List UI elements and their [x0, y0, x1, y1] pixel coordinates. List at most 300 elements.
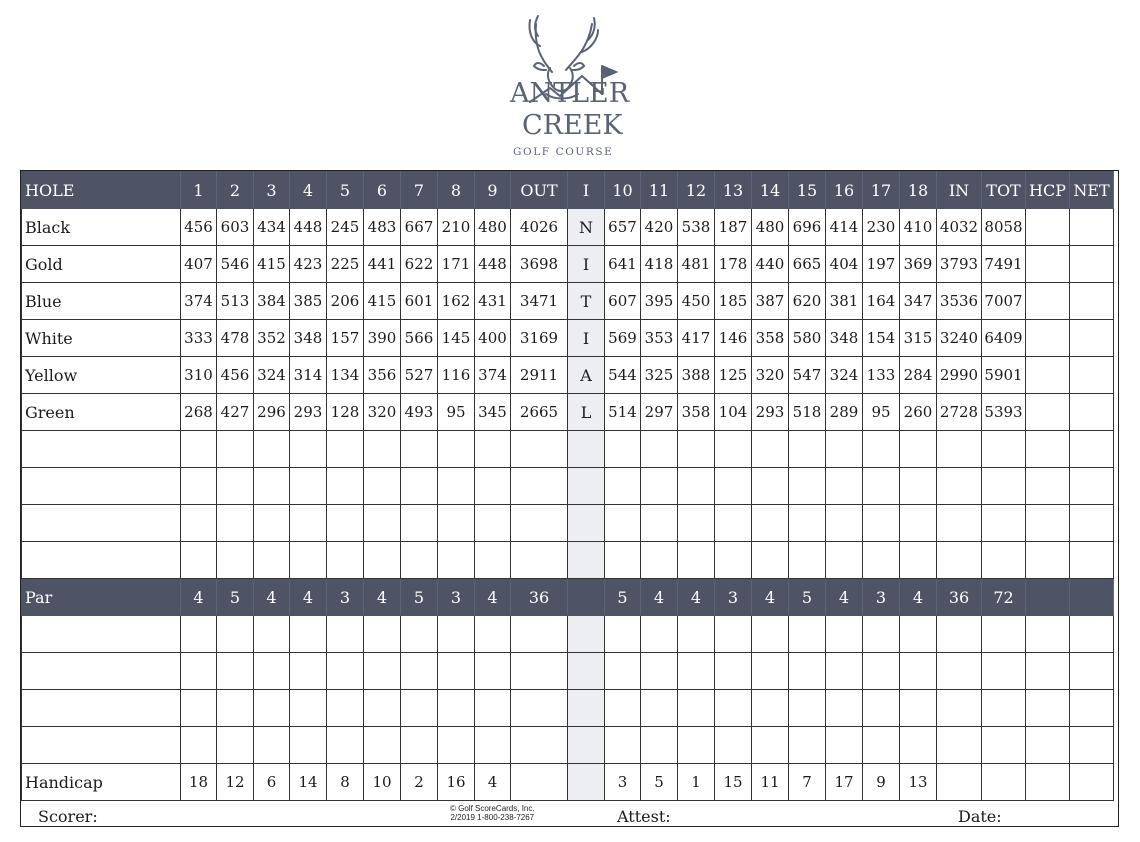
par-cell: 5 — [401, 579, 438, 616]
score-cell[interactable] — [1026, 468, 1070, 505]
par-cell: 4 — [290, 579, 327, 616]
score-cell[interactable] — [863, 468, 900, 505]
score-cell[interactable] — [715, 653, 752, 690]
tot-yardage: 5393 — [982, 394, 1026, 431]
handicap-cell: 17 — [826, 764, 863, 801]
score-cell[interactable] — [290, 431, 327, 468]
score-cell[interactable] — [937, 690, 982, 727]
score-cell[interactable] — [641, 653, 678, 690]
hole-number: 18 — [900, 172, 937, 209]
score-cell[interactable] — [475, 431, 511, 468]
initial-gap-cell — [568, 505, 605, 542]
net-cell[interactable] — [1070, 320, 1114, 357]
player-name-cell[interactable] — [22, 653, 181, 690]
score-cell[interactable] — [401, 431, 438, 468]
score-cell[interactable] — [789, 653, 826, 690]
score-cell[interactable] — [789, 727, 826, 764]
yardage-cell: 154 — [863, 320, 900, 357]
score-cell[interactable] — [511, 468, 568, 505]
score-cell[interactable] — [982, 690, 1026, 727]
date-label: Date: — [958, 807, 1002, 826]
score-cell[interactable] — [475, 542, 511, 579]
antler-creek-logo — [494, 10, 644, 170]
score-cell[interactable] — [475, 616, 511, 653]
score-cell[interactable] — [789, 690, 826, 727]
score-cell[interactable] — [1070, 505, 1114, 542]
par-cell: 5 — [217, 579, 254, 616]
net-cell[interactable] — [1070, 246, 1114, 283]
score-cell[interactable] — [217, 505, 254, 542]
score-cell[interactable] — [1070, 616, 1114, 653]
tee-name: Green — [22, 394, 181, 431]
score-cell[interactable] — [605, 727, 641, 764]
score-cell[interactable] — [863, 505, 900, 542]
score-cell[interactable] — [937, 468, 982, 505]
initial-letter: A — [568, 357, 605, 394]
handicap-cell: 5 — [641, 764, 678, 801]
score-cell[interactable] — [254, 690, 290, 727]
score-cell[interactable] — [1070, 431, 1114, 468]
score-cell[interactable] — [900, 431, 937, 468]
score-cell[interactable] — [982, 468, 1026, 505]
initial-column-header: I — [568, 172, 605, 209]
score-cell[interactable] — [752, 727, 789, 764]
yardage-cell: 297 — [641, 394, 678, 431]
score-cell[interactable] — [254, 505, 290, 542]
score-cell[interactable] — [982, 727, 1026, 764]
score-cell[interactable] — [937, 542, 982, 579]
score-cell[interactable] — [1026, 690, 1070, 727]
score-cell[interactable] — [327, 468, 364, 505]
player-name-cell[interactable] — [22, 542, 181, 579]
yardage-cell: 134 — [327, 357, 364, 394]
net-cell[interactable] — [1070, 357, 1114, 394]
score-cell[interactable] — [327, 505, 364, 542]
score-cell[interactable] — [752, 431, 789, 468]
score-cell[interactable] — [1026, 431, 1070, 468]
score-cell[interactable] — [327, 690, 364, 727]
score-cell[interactable] — [254, 542, 290, 579]
score-cell[interactable] — [217, 468, 254, 505]
yardage-cell: 385 — [290, 283, 327, 320]
yardage-cell: 622 — [401, 246, 438, 283]
score-cell[interactable] — [900, 542, 937, 579]
scorecard-table — [21, 171, 1114, 801]
out-yardage: 2911 — [511, 357, 568, 394]
yardage-cell: 415 — [254, 246, 290, 283]
score-cell[interactable] — [290, 505, 327, 542]
score-cell[interactable] — [364, 468, 401, 505]
score-cell[interactable] — [863, 653, 900, 690]
score-cell[interactable] — [715, 468, 752, 505]
score-cell[interactable] — [401, 542, 438, 579]
yardage-cell: 407 — [181, 246, 217, 283]
yardage-cell: 450 — [678, 283, 715, 320]
score-cell[interactable] — [752, 468, 789, 505]
score-cell[interactable] — [290, 616, 327, 653]
player-score-row — [22, 690, 1114, 727]
score-cell[interactable] — [181, 542, 217, 579]
hcp-cell[interactable] — [1026, 394, 1070, 431]
score-cell[interactable] — [982, 505, 1026, 542]
yardage-cell: 347 — [900, 283, 937, 320]
yardage-cell: 356 — [364, 357, 401, 394]
score-cell[interactable] — [511, 616, 568, 653]
score-cell[interactable] — [937, 727, 982, 764]
score-cell[interactable] — [475, 727, 511, 764]
hcp-cell[interactable] — [1026, 246, 1070, 283]
tee-row — [22, 394, 1114, 431]
player-score-row — [22, 431, 1114, 468]
score-cell[interactable] — [900, 616, 937, 653]
score-cell[interactable] — [789, 616, 826, 653]
hole-number: 7 — [401, 172, 438, 209]
score-cell[interactable] — [982, 542, 1026, 579]
yardage-cell: 566 — [401, 320, 438, 357]
yardage-cell: 104 — [715, 394, 752, 431]
score-cell[interactable] — [715, 542, 752, 579]
score-cell[interactable] — [438, 468, 475, 505]
yardage-cell: 400 — [475, 320, 511, 357]
score-cell[interactable] — [863, 690, 900, 727]
score-cell[interactable] — [1070, 727, 1114, 764]
yardage-cell: 324 — [826, 357, 863, 394]
yardage-cell: 171 — [438, 246, 475, 283]
yardage-cell: 320 — [752, 357, 789, 394]
player-score-row — [22, 542, 1114, 579]
score-cell[interactable] — [752, 542, 789, 579]
score-cell[interactable] — [900, 505, 937, 542]
score-cell[interactable] — [826, 690, 863, 727]
yardage-cell: 125 — [715, 357, 752, 394]
score-cell[interactable] — [364, 690, 401, 727]
score-cell[interactable] — [715, 727, 752, 764]
score-cell[interactable] — [254, 653, 290, 690]
score-cell[interactable] — [511, 431, 568, 468]
yardage-cell: 456 — [217, 357, 254, 394]
yardage-cell: 187 — [715, 209, 752, 246]
score-cell[interactable] — [181, 431, 217, 468]
net-cell[interactable] — [1070, 394, 1114, 431]
scorecard — [20, 170, 1119, 827]
score-cell[interactable] — [605, 431, 641, 468]
score-cell[interactable] — [327, 542, 364, 579]
yardage-cell: 345 — [475, 394, 511, 431]
score-cell[interactable] — [678, 505, 715, 542]
score-cell[interactable] — [438, 431, 475, 468]
score-cell[interactable] — [678, 616, 715, 653]
score-cell[interactable] — [254, 468, 290, 505]
hole-number: 14 — [752, 172, 789, 209]
score-cell[interactable] — [715, 616, 752, 653]
score-cell[interactable] — [605, 505, 641, 542]
score-cell[interactable] — [1026, 542, 1070, 579]
score-cell[interactable] — [937, 653, 982, 690]
score-cell[interactable] — [1026, 616, 1070, 653]
score-cell[interactable] — [511, 653, 568, 690]
player-name-cell[interactable] — [22, 690, 181, 727]
handicap-cell: 12 — [217, 764, 254, 801]
score-cell[interactable] — [605, 468, 641, 505]
score-cell[interactable] — [605, 616, 641, 653]
score-cell[interactable] — [327, 727, 364, 764]
hole-number: 15 — [789, 172, 826, 209]
yardage-cell: 178 — [715, 246, 752, 283]
score-cell[interactable] — [900, 468, 937, 505]
score-cell[interactable] — [401, 690, 438, 727]
score-cell[interactable] — [826, 653, 863, 690]
copyright-notice — [450, 804, 535, 822]
yardage-cell: 358 — [678, 394, 715, 431]
tee-name: Blue — [22, 283, 181, 320]
yardage-cell: 293 — [290, 394, 327, 431]
score-cell[interactable] — [826, 505, 863, 542]
yardage-cell: 423 — [290, 246, 327, 283]
par-cell: 3 — [715, 579, 752, 616]
score-cell[interactable] — [438, 505, 475, 542]
score-cell[interactable] — [181, 653, 217, 690]
net-header: NET — [1070, 172, 1114, 209]
score-cell[interactable] — [401, 616, 438, 653]
score-cell[interactable] — [937, 431, 982, 468]
player-score-row — [22, 727, 1114, 764]
yardage-cell: 348 — [290, 320, 327, 357]
score-cell[interactable] — [438, 653, 475, 690]
score-cell[interactable] — [1026, 727, 1070, 764]
score-cell[interactable] — [438, 727, 475, 764]
score-cell[interactable] — [826, 468, 863, 505]
copyright-line-2: 2/2019 1-800-238-7267 — [450, 813, 535, 822]
score-cell[interactable] — [826, 431, 863, 468]
score-cell[interactable] — [678, 653, 715, 690]
score-cell[interactable] — [475, 468, 511, 505]
score-cell[interactable] — [752, 653, 789, 690]
score-cell[interactable] — [641, 616, 678, 653]
tee-row — [22, 320, 1114, 357]
in-yardage: 3536 — [937, 283, 982, 320]
score-cell[interactable] — [863, 616, 900, 653]
handicap-cell: 10 — [364, 764, 401, 801]
player-name-cell[interactable] — [22, 727, 181, 764]
score-cell[interactable] — [1070, 653, 1114, 690]
score-cell[interactable] — [290, 542, 327, 579]
score-cell[interactable] — [181, 690, 217, 727]
score-cell[interactable] — [364, 542, 401, 579]
score-cell[interactable] — [254, 431, 290, 468]
score-cell[interactable] — [364, 653, 401, 690]
score-cell[interactable] — [900, 727, 937, 764]
score-cell[interactable] — [641, 727, 678, 764]
yardage-cell: 480 — [752, 209, 789, 246]
score-cell[interactable] — [1070, 690, 1114, 727]
score-cell[interactable] — [290, 468, 327, 505]
hole-number: 6 — [364, 172, 401, 209]
score-cell[interactable] — [752, 505, 789, 542]
score-cell[interactable] — [900, 690, 937, 727]
hcp-cell[interactable] — [1026, 357, 1070, 394]
score-cell[interactable] — [181, 727, 217, 764]
score-cell[interactable] — [826, 727, 863, 764]
score-cell[interactable] — [678, 468, 715, 505]
net-cell[interactable] — [1070, 283, 1114, 320]
player-name-cell[interactable] — [22, 505, 181, 542]
copyright-line-1: © Golf ScoreCards, Inc. — [450, 804, 535, 813]
score-cell[interactable] — [217, 616, 254, 653]
player-score-row — [22, 616, 1114, 653]
yardage-cell: 128 — [327, 394, 364, 431]
score-cell[interactable] — [715, 505, 752, 542]
score-cell[interactable] — [438, 616, 475, 653]
yardage-cell: 133 — [863, 357, 900, 394]
score-cell[interactable] — [605, 690, 641, 727]
score-cell[interactable] — [327, 616, 364, 653]
score-cell[interactable] — [475, 653, 511, 690]
hole-number: 8 — [438, 172, 475, 209]
yardage-cell: 369 — [900, 246, 937, 283]
score-cell[interactable] — [982, 431, 1026, 468]
score-cell[interactable] — [181, 616, 217, 653]
score-cell[interactable] — [511, 542, 568, 579]
hole-number: 13 — [715, 172, 752, 209]
score-cell[interactable] — [181, 505, 217, 542]
score-cell[interactable] — [217, 542, 254, 579]
yardage-cell: 387 — [752, 283, 789, 320]
hole-number: 16 — [826, 172, 863, 209]
score-cell[interactable] — [1026, 653, 1070, 690]
score-cell[interactable] — [789, 542, 826, 579]
score-cell[interactable] — [605, 542, 641, 579]
yardage-cell: 493 — [401, 394, 438, 431]
score-cell[interactable] — [789, 431, 826, 468]
yardage-cell: 225 — [327, 246, 364, 283]
score-cell[interactable] — [438, 542, 475, 579]
score-cell[interactable] — [678, 690, 715, 727]
score-cell[interactable] — [1026, 505, 1070, 542]
score-cell[interactable] — [605, 653, 641, 690]
score-cell[interactable] — [217, 690, 254, 727]
hole-header-row — [22, 172, 1114, 209]
score-cell[interactable] — [217, 727, 254, 764]
score-cell[interactable] — [982, 653, 1026, 690]
score-cell[interactable] — [327, 653, 364, 690]
score-cell[interactable] — [641, 468, 678, 505]
score-cell[interactable] — [401, 505, 438, 542]
player-name-cell[interactable] — [22, 468, 181, 505]
logo-creek-text: CREEK — [522, 110, 623, 141]
score-cell[interactable] — [641, 431, 678, 468]
score-cell[interactable] — [364, 431, 401, 468]
yardage-cell: 268 — [181, 394, 217, 431]
score-cell[interactable] — [254, 616, 290, 653]
score-cell[interactable] — [752, 616, 789, 653]
score-cell[interactable] — [290, 690, 327, 727]
yardage-cell: 314 — [290, 357, 327, 394]
score-cell[interactable] — [826, 542, 863, 579]
yardage-cell: 569 — [605, 320, 641, 357]
score-cell[interactable] — [641, 542, 678, 579]
score-cell[interactable] — [1070, 542, 1114, 579]
score-cell[interactable] — [715, 431, 752, 468]
score-cell[interactable] — [678, 727, 715, 764]
yardage-cell: 441 — [364, 246, 401, 283]
score-cell[interactable] — [826, 616, 863, 653]
player-name-cell[interactable] — [22, 431, 181, 468]
score-cell[interactable] — [290, 727, 327, 764]
yardage-cell: 431 — [475, 283, 511, 320]
score-cell[interactable] — [401, 727, 438, 764]
score-cell[interactable] — [900, 653, 937, 690]
handicap-cell: 1 — [678, 764, 715, 801]
score-cell[interactable] — [678, 542, 715, 579]
yardage-cell: 245 — [327, 209, 364, 246]
score-cell[interactable] — [217, 653, 254, 690]
yardage-cell: 164 — [863, 283, 900, 320]
yardage-cell: 483 — [364, 209, 401, 246]
score-cell[interactable] — [511, 505, 568, 542]
player-name-cell[interactable] — [22, 616, 181, 653]
score-cell[interactable] — [364, 505, 401, 542]
yardage-cell: 289 — [826, 394, 863, 431]
score-cell[interactable] — [254, 727, 290, 764]
score-cell[interactable] — [511, 690, 568, 727]
tot-yardage: 7491 — [982, 246, 1026, 283]
out-yardage: 3169 — [511, 320, 568, 357]
score-cell[interactable] — [401, 468, 438, 505]
handicap-label: Handicap — [22, 764, 181, 801]
score-cell[interactable] — [937, 505, 982, 542]
score-cell[interactable] — [364, 727, 401, 764]
score-cell[interactable] — [937, 616, 982, 653]
tot-header: TOT — [982, 172, 1026, 209]
score-cell[interactable] — [217, 431, 254, 468]
yardage-cell: 434 — [254, 209, 290, 246]
net-cell[interactable] — [1070, 209, 1114, 246]
initial-letter: I — [568, 320, 605, 357]
score-cell[interactable] — [327, 431, 364, 468]
score-cell[interactable] — [678, 431, 715, 468]
initial-gap-cell — [568, 468, 605, 505]
yardage-cell: 374 — [475, 357, 511, 394]
score-cell[interactable] — [789, 468, 826, 505]
score-cell[interactable] — [511, 727, 568, 764]
score-cell[interactable] — [863, 727, 900, 764]
hcp-cell[interactable] — [1026, 283, 1070, 320]
score-cell[interactable] — [401, 653, 438, 690]
yardage-cell: 260 — [900, 394, 937, 431]
score-cell[interactable] — [641, 505, 678, 542]
score-cell[interactable] — [181, 468, 217, 505]
score-cell[interactable] — [1070, 468, 1114, 505]
yardage-cell: 348 — [826, 320, 863, 357]
score-cell[interactable] — [290, 653, 327, 690]
score-cell[interactable] — [863, 431, 900, 468]
score-cell[interactable] — [641, 690, 678, 727]
score-cell[interactable] — [715, 690, 752, 727]
score-cell[interactable] — [752, 690, 789, 727]
hcp-cell[interactable] — [1026, 209, 1070, 246]
score-cell[interactable] — [438, 690, 475, 727]
score-cell[interactable] — [364, 616, 401, 653]
par-cell: 4 — [254, 579, 290, 616]
tee-row — [22, 283, 1114, 320]
hcp-cell[interactable] — [1026, 320, 1070, 357]
score-cell[interactable] — [475, 690, 511, 727]
score-cell[interactable] — [789, 505, 826, 542]
score-cell[interactable] — [475, 505, 511, 542]
score-cell[interactable] — [982, 616, 1026, 653]
score-cell[interactable] — [863, 542, 900, 579]
out-yardage: 3471 — [511, 283, 568, 320]
